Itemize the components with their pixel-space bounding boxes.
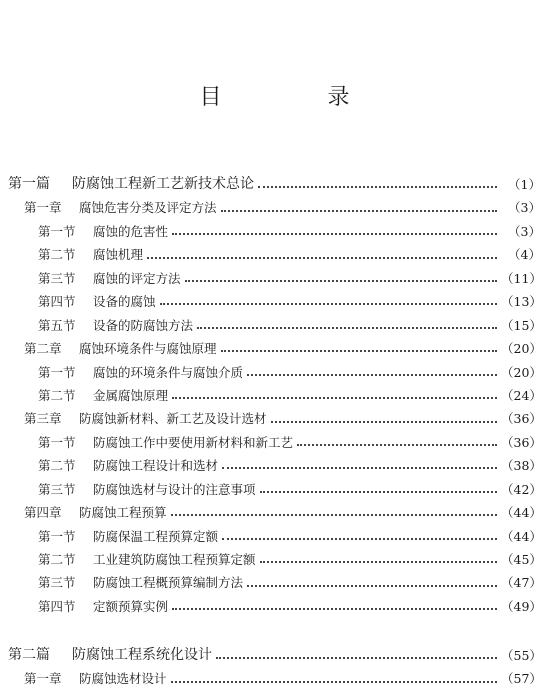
toc-entry-label: 第一篇 [8,176,50,192]
toc-entry-section[interactable] [0,220,549,243]
toc-entry-title: 腐蚀机理 [93,247,144,263]
toc-entry-title: 腐蚀的环境条件与腐蚀介质 [93,364,244,380]
toc-entry-page-number: （1） [508,177,541,192]
toc-entry-page-number: （15） [501,317,542,333]
toc-entry-label: 第一节 [38,434,76,450]
toc-entry-page-number: （20） [501,364,542,380]
toc-entry-label: 第一节 [38,223,76,239]
toc-entry-label: 第二节 [38,247,76,263]
dot-leader [247,584,497,587]
toc-entry-page-number: （47） [501,575,542,591]
toc-entry-title: 防腐蚀工作中要使用新材料和新工艺 [93,434,294,450]
toc-entry-label: 第四节 [38,294,76,310]
toc-entry-page-number: （36） [501,434,542,450]
toc-entry-part[interactable] [0,173,549,196]
toc-entry-label: 第五节 [38,317,76,333]
toc-entry-section[interactable] [0,290,549,313]
toc-entry-label: 第一节 [38,528,76,544]
toc-entry-section[interactable] [0,431,549,454]
toc-entry-page-number: （11） [501,270,542,286]
toc-entry-label: 第二章 [24,341,62,357]
toc-entry-title: 腐蚀环境条件与腐蚀原理 [79,341,217,357]
dot-leader [185,279,497,282]
toc-entry-label: 第一章 [24,671,62,687]
toc-entry-title: 腐蚀的危害性 [93,223,169,239]
toc-entry-chapter[interactable] [0,196,549,219]
toc-entry-page-number: （45） [501,552,542,567]
toc-entry-chapter[interactable] [0,407,549,430]
dot-leader [297,443,497,446]
toc-entry-title: 防腐蚀选材与设计的注意事项 [93,481,256,497]
toc-entry-label: 第四节 [38,598,76,614]
toc-entry-title: 防腐保温工程预算定额 [93,528,219,544]
toc-entry-page-number: （44） [501,528,542,544]
toc-entry-chapter[interactable] [0,667,549,690]
toc-entry-section[interactable] [0,243,549,266]
dot-leader [221,209,497,212]
toc-entry-title: 金属腐蚀原理 [93,387,169,403]
dot-leader [260,560,497,563]
toc-entry-section[interactable] [0,595,549,618]
toc-entry-title: 防腐蚀工程系统化设计 [72,647,212,663]
toc-entry-page-number: （4） [508,247,541,263]
toc-entry-title: 防腐蚀工程概预算编制方法 [93,575,244,591]
toc-entry-title: 工业建筑防腐蚀工程预算定额 [93,552,256,567]
toc-entry-page-number: （55） [501,648,542,663]
toc-entry-section[interactable] [0,314,549,337]
toc-entry-part[interactable] [0,644,549,667]
dot-leader [221,349,497,352]
toc-entry-title: 腐蚀危害分类及评定方法 [79,200,217,216]
page-title: 目 录 [199,85,392,110]
toc-entry-section[interactable] [0,571,549,594]
toc-entry-label: 第四章 [24,505,62,521]
toc-entry-title: 防腐蚀工程预算 [79,505,167,521]
toc-entry-page-number: （24） [501,387,542,403]
toc-entry-label: 第三节 [38,270,76,286]
toc-entry-label: 第二节 [38,387,76,403]
toc-entry-title: 防腐蚀选材设计 [79,671,167,687]
toc-entry-title: 设备的腐蚀 [93,294,156,310]
toc-entry-label: 第二篇 [8,647,50,663]
toc-entry-page-number: （36） [501,411,542,427]
toc-entry-page-number: （42） [501,481,542,497]
toc-entry-title: 防腐蚀新材料、新工艺及设计选材 [79,411,267,427]
toc-entry-section[interactable] [0,454,549,477]
toc-entry-section[interactable] [0,384,549,407]
toc-entry-label: 第二节 [38,552,76,567]
toc-entry-section[interactable] [0,478,549,501]
dot-leader [172,232,497,235]
toc-entry-section[interactable] [0,267,549,290]
toc-entry-page-number: （38） [501,458,542,474]
dot-leader [222,466,497,469]
toc-entry-title: 防腐蚀工程新工艺新技术总论 [72,176,254,192]
dot-leader [197,326,497,329]
dot-leader [172,607,497,610]
toc-entry-page-number: （3） [508,200,541,216]
dot-leader [258,185,497,188]
dot-leader [260,490,497,493]
toc-part-one [0,173,549,618]
toc-entry-page-number: （44） [501,505,542,521]
dot-leader [171,680,497,683]
toc-entry-section[interactable] [0,525,549,548]
dot-leader [147,256,497,259]
dot-leader [171,513,497,516]
toc-entry-page-number: （57） [501,671,542,687]
dot-leader [222,537,497,540]
toc-entry-title: 定额预算实例 [93,598,169,614]
toc-part-two [0,644,549,691]
toc-entry-label: 第三节 [38,575,76,591]
toc-entry-label: 第一节 [38,364,76,380]
toc-entry-label: 第一章 [24,200,62,216]
dot-leader [172,396,497,399]
toc-entry-chapter[interactable] [0,501,549,524]
toc-entry-chapter[interactable] [0,337,549,360]
toc-entry-section[interactable] [0,548,549,571]
dot-leader [247,373,497,376]
dot-leader [216,656,497,659]
toc-entry-title: 腐蚀的评定方法 [93,270,181,286]
toc-entry-title: 设备的防腐蚀方法 [93,317,194,333]
toc-entry-label: 第二节 [38,458,76,474]
toc-entry-page-number: （13） [501,294,542,310]
dot-leader [271,420,497,423]
toc-entry-title: 防腐蚀工程设计和选材 [93,458,219,474]
toc-entry-page-number: （20） [501,341,542,357]
toc-entry-label: 第三节 [38,481,76,497]
toc-entry-label: 第三章 [24,411,62,427]
toc-entry-page-number: （49） [501,598,542,614]
toc-entry-page-number: （3） [508,223,541,239]
toc-entry-section[interactable] [0,361,549,384]
dot-leader [160,302,497,305]
